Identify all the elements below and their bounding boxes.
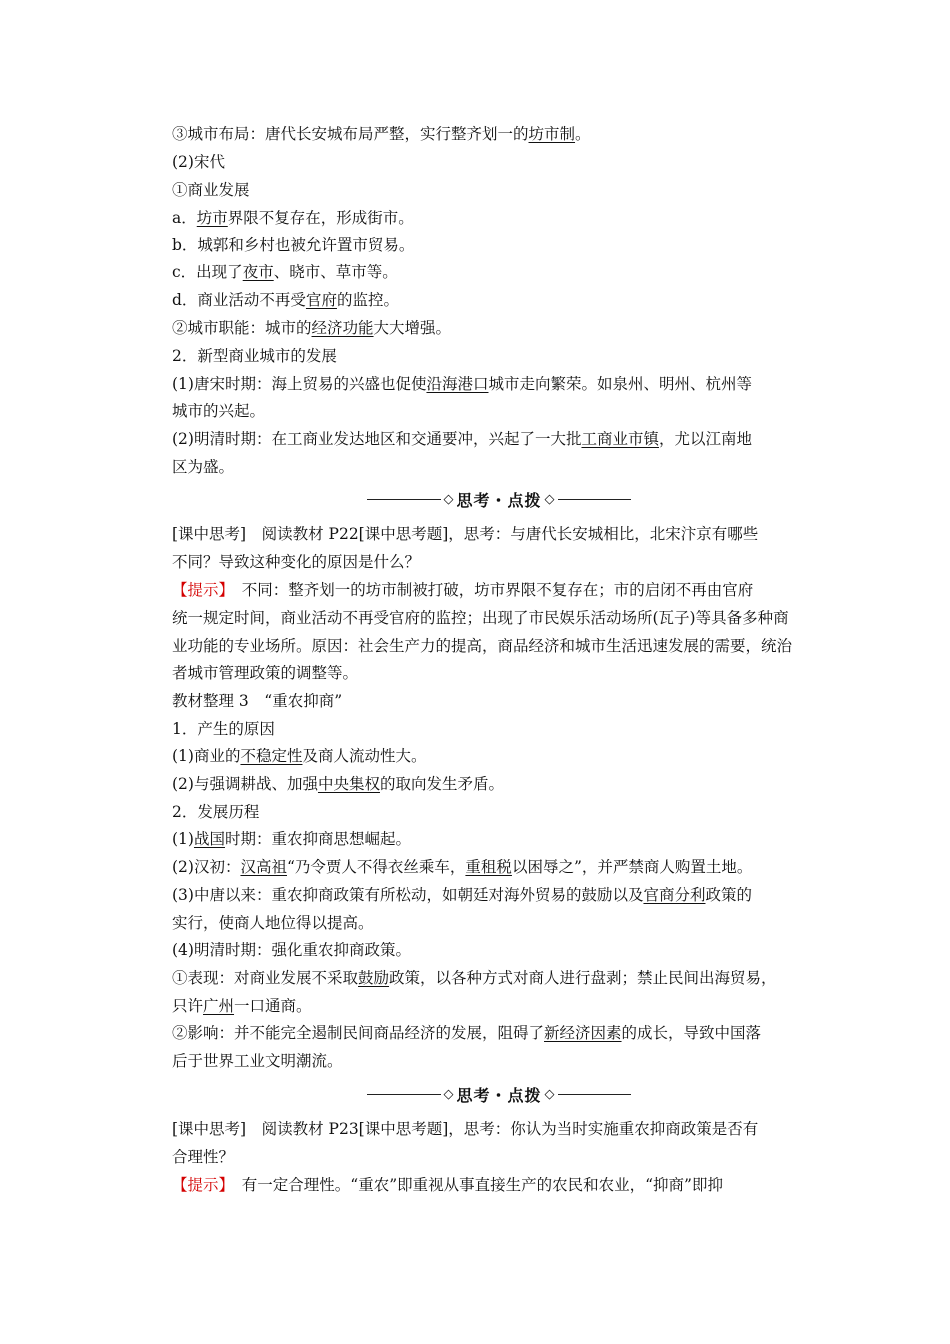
text-span: (1) — [172, 830, 194, 848]
text-line: [课中思考] 阅读教材 P22[课中思考题]，思考：与唐代长安城相比，北宋汴京有哪些 — [172, 525, 759, 543]
underlined-term: 广州 — [203, 997, 235, 1015]
diamond-icon: ◇ — [544, 491, 555, 507]
underlined-term: 夜市 — [242, 263, 274, 281]
divider-title: 思考・点拨 — [456, 490, 542, 510]
text-line — [172, 429, 822, 449]
diamond-icon: ◇ — [443, 1086, 454, 1102]
text-span: c．出现了 — [172, 263, 243, 281]
text-line — [172, 262, 822, 282]
underlined-term: 中央集权 — [317, 775, 380, 793]
text-line: 统一规定时间，商业活动不再受官府的监控；出现了市民娱乐活动场所(瓦子)等具备多种商 — [172, 609, 789, 627]
text-line: 后于世界工业文明潮流。 — [172, 1052, 343, 1070]
underlined-term: 战国 — [193, 830, 225, 848]
text-line: (4)明清时期：强化重农抑商政策。 — [172, 941, 411, 959]
text-line — [172, 580, 822, 600]
text-line: ①商业发展 — [172, 181, 250, 199]
text-span: ①表现：对商业发展不采取 — [172, 969, 359, 987]
text-span: 有一定合理性。“重农”即重视从事直接生产的农民和农业，“抑商”即抑 — [226, 1176, 723, 1194]
underlined-term: 官府 — [305, 291, 337, 309]
underlined-term: 坊市 — [196, 209, 228, 227]
underlined-term: 坊市制 — [528, 125, 576, 143]
text-span: 的取向发生矛盾。 — [379, 775, 504, 793]
text-span: 、晓市、草市等。 — [273, 263, 398, 281]
section-divider — [367, 488, 631, 510]
text-span: a． — [172, 209, 197, 227]
text-span: 只许 — [172, 997, 204, 1015]
text-span: 的成长，导致中国落 — [621, 1024, 762, 1042]
divider-title: 思考・点拨 — [456, 1085, 542, 1105]
text-span: 及商人流动性大。 — [302, 747, 427, 765]
text-line: 2．发展历程 — [172, 803, 260, 821]
text-line — [172, 290, 822, 310]
text-line: 教材整理 3 “重农抑商” — [172, 692, 343, 710]
text-line: 不同？导致这种变化的原因是什么？ — [172, 553, 421, 571]
underlined-term: 新经济因素 — [544, 1024, 622, 1042]
text-line: b．城郭和乡村也被允许置市贸易。 — [172, 236, 415, 254]
text-span: 一口通商。 — [234, 997, 312, 1015]
text-span: (1)商业的 — [172, 747, 241, 765]
divider-rule — [367, 499, 441, 500]
text-line: [课中思考] 阅读教材 P23[课中思考题]，思考：你认为当时实施重农抑商政策是否有 — [172, 1120, 759, 1138]
underlined-term: 官商分利 — [643, 886, 706, 904]
text-span: 界限不复存在，形成街市。 — [227, 209, 414, 227]
divider-rule — [558, 1094, 632, 1095]
divider-rule — [558, 499, 632, 500]
underlined-term: 鼓励 — [358, 969, 390, 987]
text-span: (2)与强调耕战、加强 — [172, 775, 318, 793]
text-span: 城市走向繁荣。如泉州、明州、杭州等 — [488, 375, 752, 393]
text-line — [172, 746, 822, 766]
underlined-term: 沿海港口 — [426, 375, 489, 393]
underlined-term: 不稳定性 — [240, 747, 303, 765]
text-span: ②城市职能：城市的 — [172, 319, 312, 337]
text-line — [172, 829, 822, 849]
hint-label: 【提示】 — [172, 1176, 227, 1194]
text-span: 政策，以各种方式对商人进行盘剥；禁止民间出海贸易， — [389, 969, 777, 987]
text-line — [172, 318, 822, 338]
text-span: ③城市布局：唐代长安城布局严整，实行整齐划一的 — [172, 125, 529, 143]
underlined-term: 汉高祖 — [240, 858, 287, 876]
text-line: (2)宋代 — [172, 153, 225, 171]
text-line — [172, 124, 822, 144]
text-span: 以困辱之”，并严禁商人购置土地。 — [511, 858, 753, 876]
text-span: (2)明清时期：在工商业发达地区和交通要冲，兴起了一大批 — [172, 430, 582, 448]
text-span: 不同：整齐划一的坊市制被打破，坊市界限不复存在；市的启闭不再由官府 — [226, 581, 754, 599]
text-line: 合理性？ — [172, 1148, 235, 1166]
text-span: (3)中唐以来：重农抑商政策有所松动，如朝廷对海外贸易的鼓励以及 — [172, 886, 644, 904]
diamond-icon: ◇ — [544, 1086, 555, 1102]
text-line: 者城市管理政策的调整等。 — [172, 664, 359, 682]
text-line — [172, 968, 822, 988]
text-span: 的监控。 — [336, 291, 399, 309]
text-line: 业功能的专业场所。原因：社会生产力的提高，商品经济和城市生活迅速发展的需要，统治 — [172, 637, 793, 655]
text-span: 大大增强。 — [373, 319, 452, 337]
text-span: (2)汉初： — [172, 858, 241, 876]
text-span: “乃令贾人不得衣丝乘车， — [286, 858, 466, 876]
text-line — [172, 996, 822, 1016]
text-line — [172, 774, 822, 794]
text-span: d．商业活动不再受 — [172, 291, 306, 309]
text-span: (1)唐宋时期：海上贸易的兴盛也促使 — [172, 375, 427, 393]
text-line — [172, 374, 822, 394]
text-line — [172, 885, 822, 905]
text-span: 政策的 — [705, 886, 752, 904]
text-line — [172, 1175, 822, 1195]
diamond-icon: ◇ — [443, 491, 454, 507]
text-span: 时期：重农抑商思想崛起。 — [224, 830, 411, 848]
underlined-term: 经济功能 — [311, 319, 374, 337]
text-line: 区为盛。 — [172, 458, 235, 476]
text-line: 2．新型商业城市的发展 — [172, 347, 337, 365]
text-line — [172, 1023, 822, 1043]
text-line — [172, 208, 822, 228]
text-line — [172, 857, 822, 877]
text-span: 。 — [575, 125, 591, 143]
divider-rule — [367, 1094, 441, 1095]
text-line: 城市的兴起。 — [172, 402, 266, 420]
text-span: ，尤以江南地 — [658, 430, 752, 448]
underlined-term: 重租税 — [465, 858, 512, 876]
underlined-term: 工商业市镇 — [581, 430, 659, 448]
text-span: ②影响：并不能完全遏制民间商品经济的发展，阻碍了 — [172, 1024, 545, 1042]
text-line: 实行，使商人地位得以提高。 — [172, 914, 374, 932]
section-divider — [367, 1083, 631, 1105]
hint-label: 【提示】 — [172, 581, 227, 599]
text-line: 1．产生的原因 — [172, 720, 275, 738]
